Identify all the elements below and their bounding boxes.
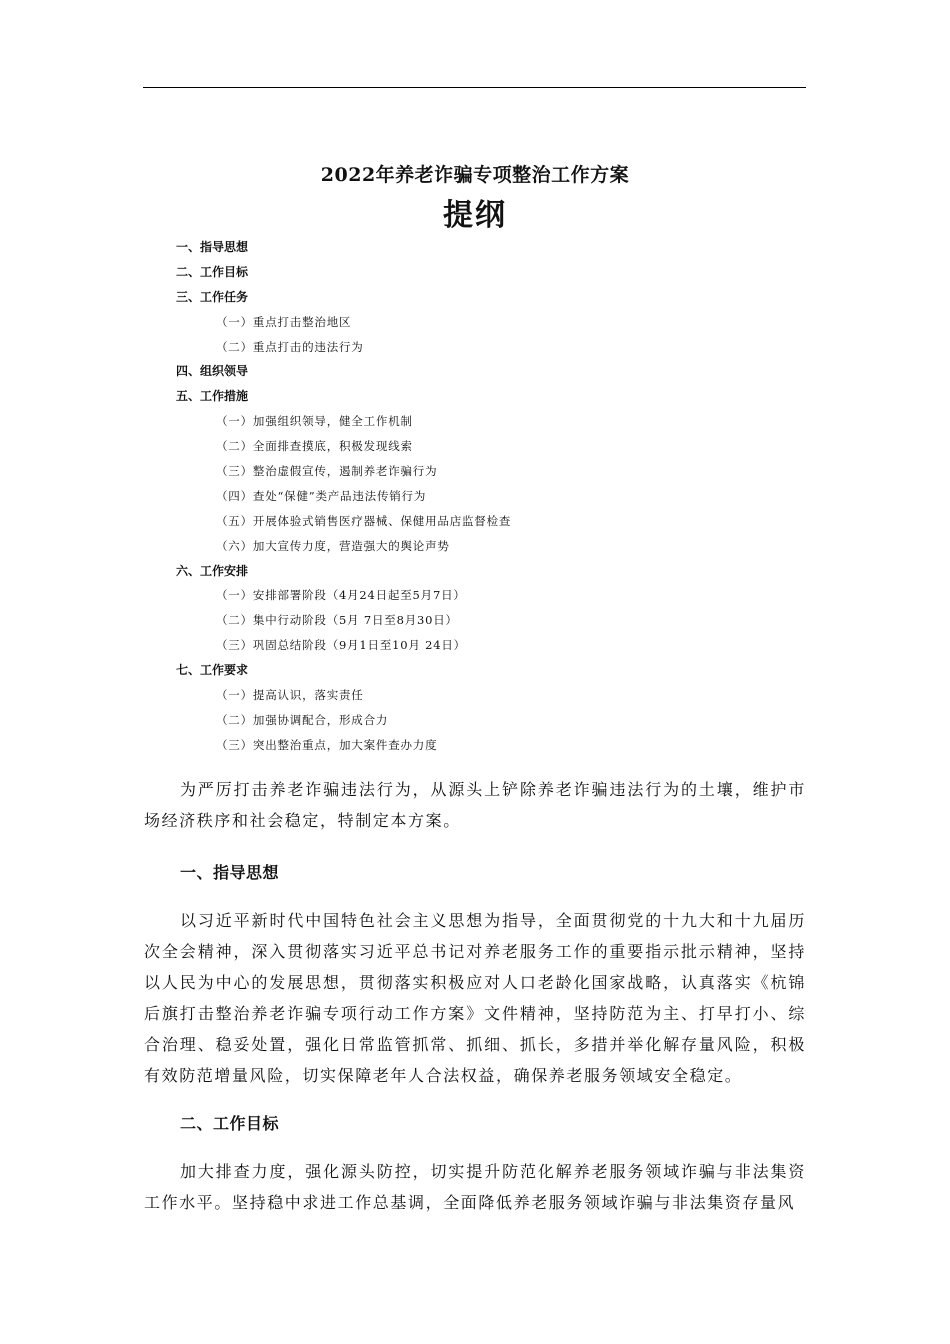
document-subtitle: 提纲	[443, 198, 507, 233]
outline-subitem: （三）巩固总结阶段（9月1日至10月 24日）	[216, 638, 466, 653]
outline-heading: 二、工作目标	[176, 264, 249, 279]
header-rule	[143, 87, 806, 88]
outline-subitem: （三）整治虚假宣传，遏制养老诈骗行为	[216, 464, 438, 479]
outline-subitem: （二）重点打击的违法行为	[216, 339, 364, 354]
section-body-work-goals	[144, 1156, 806, 1218]
outline-heading: 四、组织领导	[176, 364, 249, 379]
document-title: 2022年养老诈骗专项整治工作方案	[320, 164, 630, 186]
section-heading-work-goals: 二、工作目标	[180, 1114, 280, 1133]
outline-heading: 五、工作措施	[176, 389, 249, 404]
outline-subitem: （四）查处“保健”类产品违法传销行为	[216, 488, 427, 503]
outline-subitem: （五）开展体验式销售医疗器械、保健用品店监督检查	[216, 513, 512, 528]
outline-subitem: （二）加强协调配合，形成合力	[216, 712, 389, 727]
intro-paragraph: 为严厉打击养老诈骗违法行为，从源头上铲除养老诈骗违法行为的土壤，维护市场经济秩序和社会稳定，特制定本方案。	[144, 780, 806, 830]
outline-subitem: （二）全面排查摸底，积极发现线索	[216, 439, 413, 454]
outline-heading: 一、指导思想	[176, 240, 249, 254]
section-paragraph: 以习近平新时代中国特色社会主义思想为指导，全面贯彻党的十九大和十九届历次全会精神，深入贯彻落实习近平总书记对养老服务工作的重要指示批示精神，坚持以人民为中心的发展思想，贯彻落实积极应对人口老龄化国家战略，认真落实《杭锦后旗打击整治养老诈骗专项行动工作方案》文件精神，坚持防范为主、打早打小、综合治理、稳妥处置，强化日常监管抓常、抓细、抓长，多措并举化解存量风险，积极有效防范增量风险，切实保障老年人合法权益，确保养老服务领域安全稳定。	[144, 911, 806, 1085]
section-paragraph: 加大排查力度，强化源头防控，切实提升防范化解养老服务领域诈骗与非法集资工作水平。坚持稳中求进工作总基调，全面降低养老服务领域诈骗与非法集资存量风	[144, 1162, 806, 1212]
section-body-guiding-thought	[144, 905, 806, 1091]
outline-subitem: （一）加强组织领导，健全工作机制	[216, 414, 413, 429]
outline-heading: 六、工作安排	[176, 563, 249, 578]
outline-subitem: （一）提高认识，落实责任	[216, 688, 364, 703]
outline-subitem: （三）突出整治重点，加大案件查办力度	[216, 737, 438, 752]
outline-subitem: （一）重点打击整治地区	[216, 314, 352, 329]
outline-subitem: （一）安排部署阶段（4月24日起至5月7日）	[216, 588, 466, 603]
outline-heading: 三、工作任务	[176, 289, 249, 304]
outline-list	[176, 235, 776, 758]
section-heading-guiding-thought: 一、指导思想	[180, 863, 280, 882]
outline-subitem: （六）加大宣传力度，营造强大的舆论声势	[216, 538, 450, 553]
outline-heading: 七、工作要求	[176, 663, 249, 678]
intro-paragraph-block	[144, 774, 806, 836]
outline-subitem: （二）集中行动阶段（5月 7日至8月30日）	[216, 613, 458, 628]
